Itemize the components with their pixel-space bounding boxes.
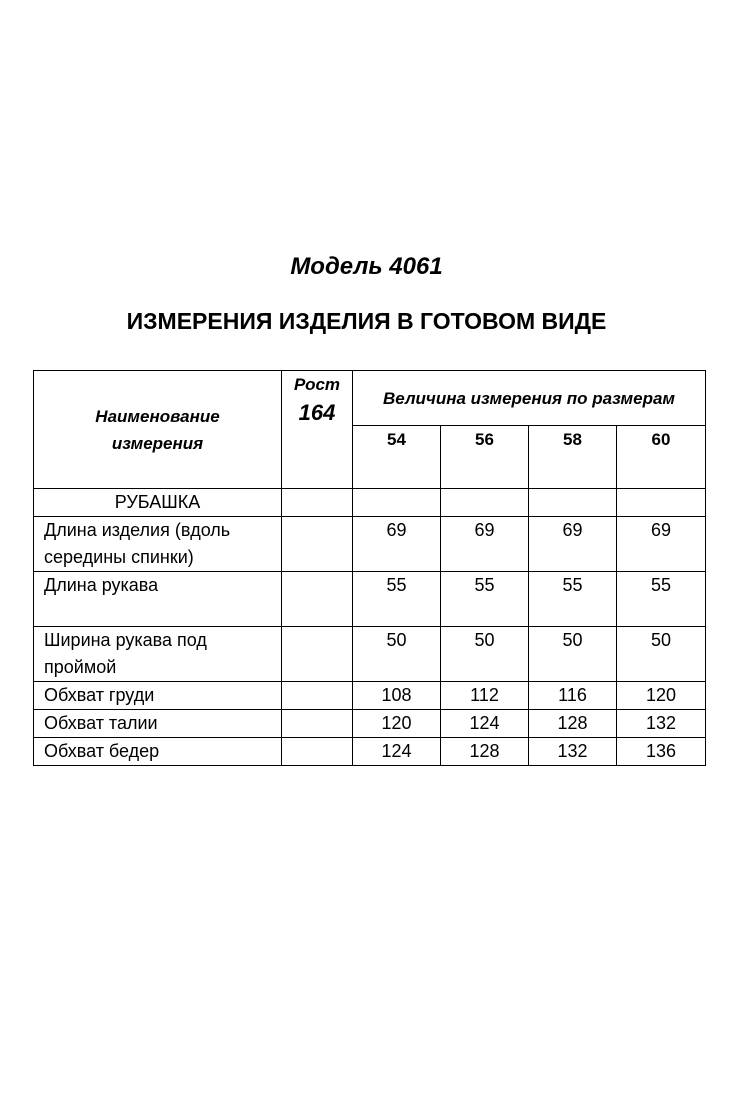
value-cell [617, 489, 706, 517]
value-cell: 50 [529, 627, 617, 682]
value-cell: 50 [617, 627, 706, 682]
height-cell [282, 682, 353, 710]
size-header: 58 [529, 426, 617, 489]
height-cell [282, 572, 353, 627]
size-header: 54 [353, 426, 441, 489]
height-cell [282, 489, 353, 517]
size-header: 56 [441, 426, 529, 489]
value-cell: 128 [529, 710, 617, 738]
value-cell: 108 [353, 682, 441, 710]
height-cell [282, 517, 353, 572]
value-cell: 132 [617, 710, 706, 738]
value-cell: 120 [353, 710, 441, 738]
measurement-name: Длина рукава [34, 572, 282, 627]
height-header [282, 371, 353, 489]
value-cell: 132 [529, 738, 617, 766]
document-title: ИЗМЕРЕНИЯ ИЗДЕЛИЯ В ГОТОВОМ ВИДЕ [126, 308, 607, 334]
measurement-name: Обхват груди [34, 682, 282, 710]
value-cell: 120 [617, 682, 706, 710]
value-cell: 55 [617, 572, 706, 627]
value-cell: 124 [441, 710, 529, 738]
measurement-name: Обхват бедер [34, 738, 282, 766]
height-value: 164 [298, 400, 336, 425]
measurement-name: Ширина рукава под проймой [34, 627, 282, 682]
measurement-name-header-line2: измерения [111, 433, 204, 453]
measurement-name: Длина изделия (вдоль середины спинки) [34, 517, 282, 572]
height-label: Рост [293, 375, 341, 394]
table-row [34, 710, 706, 738]
value-cell: 55 [529, 572, 617, 627]
size-group-header: Величина измерения по размерам [353, 371, 706, 426]
height-cell [282, 738, 353, 766]
value-cell: 69 [617, 517, 706, 572]
measurements-table [33, 370, 706, 766]
size-header: 60 [617, 426, 706, 489]
measurement-name-header [34, 371, 282, 489]
value-cell [529, 489, 617, 517]
table-row [34, 682, 706, 710]
measurement-name: Обхват талии [34, 710, 282, 738]
value-cell [353, 489, 441, 517]
table-row [34, 572, 706, 627]
value-cell: 55 [441, 572, 529, 627]
value-cell [441, 489, 529, 517]
measurement-name-header-line1: Наименование [95, 406, 220, 426]
section-row [34, 489, 706, 517]
value-cell: 116 [529, 682, 617, 710]
value-cell: 69 [529, 517, 617, 572]
section-label: РУБАШКА [34, 489, 282, 517]
value-cell: 112 [441, 682, 529, 710]
header-row-top [34, 371, 706, 426]
value-cell: 128 [441, 738, 529, 766]
table-row [34, 627, 706, 682]
table-row [34, 738, 706, 766]
value-cell: 55 [353, 572, 441, 627]
value-cell: 69 [353, 517, 441, 572]
value-cell: 69 [441, 517, 529, 572]
value-cell: 124 [353, 738, 441, 766]
table-row [34, 517, 706, 572]
value-cell: 50 [441, 627, 529, 682]
model-title: Модель 4061 [290, 253, 443, 280]
value-cell: 50 [353, 627, 441, 682]
value-cell: 136 [617, 738, 706, 766]
height-cell [282, 627, 353, 682]
height-cell [282, 710, 353, 738]
